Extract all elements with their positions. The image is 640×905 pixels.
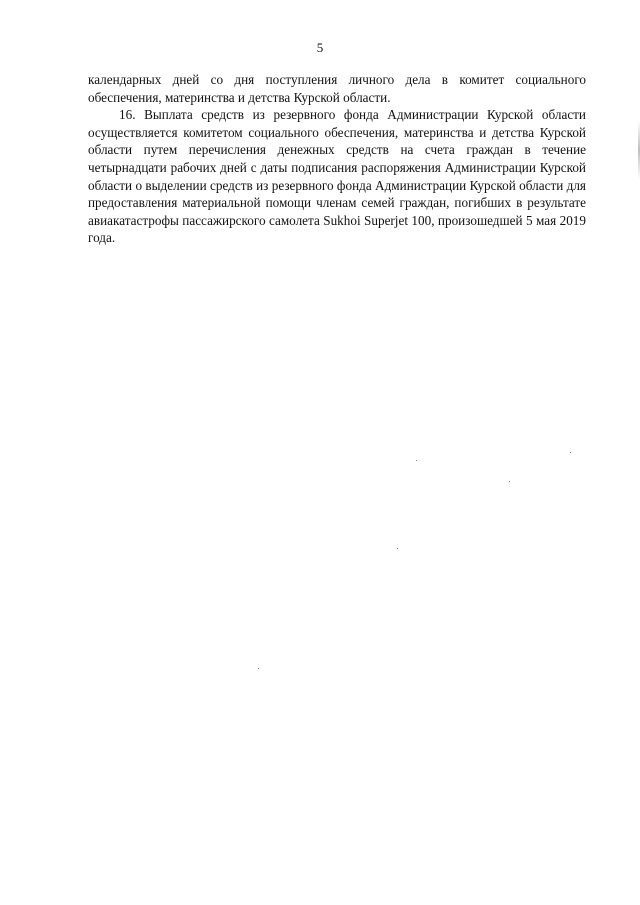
scan-speck <box>509 481 510 482</box>
scan-speck <box>570 452 571 453</box>
paragraph-continuation: календарных дней со дня поступления личного дела в комитет социального обеспечения, материнства и детства Курской области. <box>88 72 586 105</box>
paragraph-16: 16. Выплата средств из резервного фонда Администрации Курской области осуществляется комитетом социального обеспечения, материнства и детства Курской области путем перечисления денежных средств на счета граждан в течение четырнадцати рабочих дней с даты подписания распоряжения Администрации Курской области о выделении средств из резервного фонда Администрации Курской области для предоставления материальной помощи членам семей граждан, погибших в результате авиакатастрофы пассажирского самолета Sukhoi Superjet 100, произошедшей 5 мая 2019 года. <box>88 107 586 246</box>
page-number: 5 <box>316 40 324 55</box>
scan-speck <box>416 460 417 461</box>
document-body <box>88 71 586 247</box>
scan-speck <box>258 668 259 669</box>
scan-speck <box>397 548 398 549</box>
